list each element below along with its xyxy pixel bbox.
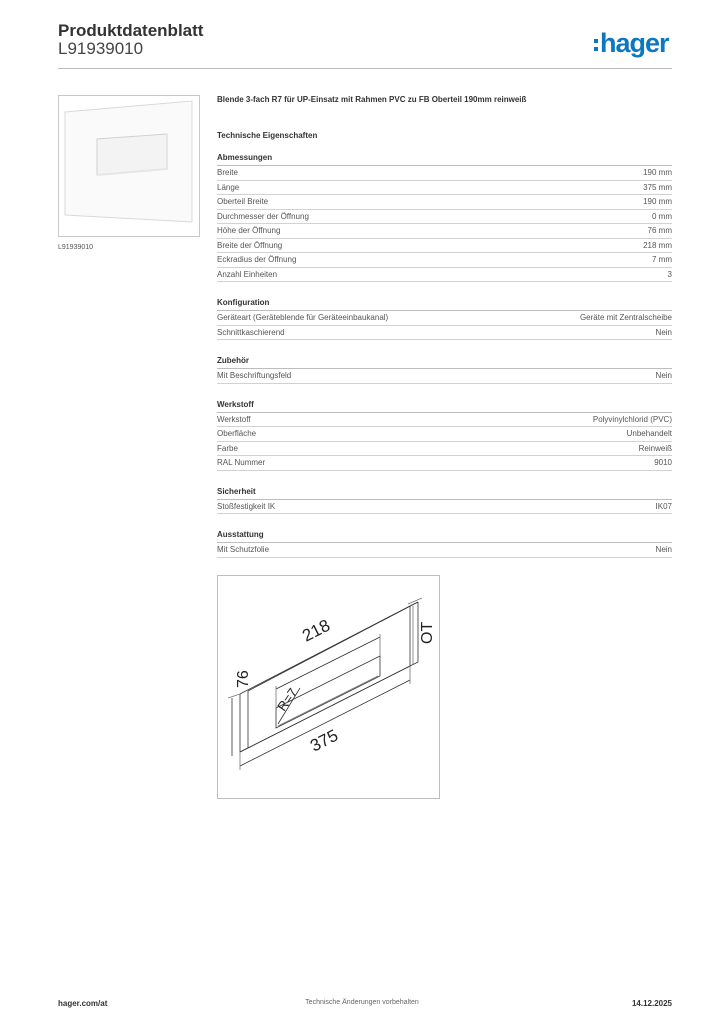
technical-drawing	[217, 575, 440, 799]
spec-row: Eckradius der Öffnung 7 mm	[217, 253, 672, 268]
spec-row: Farbe Reinweiß	[217, 442, 672, 457]
footer-disclaimer: Technische Änderungen vorbehalten	[305, 999, 419, 1006]
spec-row: Schnittkaschierend Nein	[217, 326, 672, 341]
faceplate-illustration	[59, 96, 199, 236]
document-title: Produktdatenblatt	[58, 21, 204, 40]
label-height: 76	[235, 670, 252, 688]
spec-list-abmessungen	[217, 166, 672, 282]
spec-list-werkstoff	[217, 413, 672, 471]
spec-row: Mit Schutzfolie Nein	[217, 543, 672, 558]
dimension-drawing	[218, 576, 439, 798]
spec-row: Geräteart (Geräteblende für Geräteeinbaukanal) Geräte mit Zentralscheibe	[217, 311, 672, 326]
spec-list-konfiguration	[217, 311, 672, 340]
group-heading-werkstoff: Werkstoff	[217, 400, 672, 413]
spec-list-zubehoer	[217, 369, 672, 384]
spec-row: Anzahl Einheiten 3	[217, 268, 672, 283]
spec-list-ausstattung	[217, 543, 672, 558]
spec-row: Durchmesser der Öffnung 0 mm	[217, 210, 672, 225]
product-image	[58, 95, 200, 237]
product-title: Blende 3-fach R7 für UP-Einsatz mit Rahmen PVC zu FB Oberteil 190mm reinweiß	[217, 95, 527, 104]
logo-text: hager	[600, 28, 669, 58]
label-ot: OT	[419, 621, 436, 644]
group-heading-zubehoer: Zubehör	[217, 356, 672, 369]
footer-date: 14.12.2025	[631, 999, 672, 1008]
spec-list-sicherheit	[217, 500, 672, 515]
spec-row: Stoßfestigkeit IK IK07	[217, 500, 672, 515]
spec-row: Oberfläche Unbehandelt	[217, 427, 672, 442]
spec-row: Werkstoff Polyvinylchlorid (PVC)	[217, 413, 672, 428]
group-heading-abmessungen: Abmessungen	[217, 153, 672, 166]
logo-dots	[594, 39, 598, 51]
footer-website[interactable]: hager.com/at	[58, 999, 108, 1008]
label-radius: R=7	[274, 685, 301, 714]
header-divider	[58, 68, 672, 69]
spec-row: Höhe der Öffnung 76 mm	[217, 224, 672, 239]
spec-row: Mit Beschriftungsfeld Nein	[217, 369, 672, 384]
spec-row: RAL Nummer 9010	[217, 456, 672, 471]
hager-logo[interactable]	[594, 28, 669, 58]
product-code: L91939010	[58, 39, 144, 58]
image-caption: L91939010	[58, 244, 94, 251]
technical-properties-heading: Technische Eigenschaften	[217, 131, 318, 140]
group-heading-konfiguration: Konfiguration	[217, 298, 672, 311]
group-heading-ausstattung: Ausstattung	[217, 530, 672, 543]
group-heading-sicherheit: Sicherheit	[217, 487, 672, 500]
label-width: 218	[299, 615, 334, 646]
label-length: 375	[307, 725, 342, 756]
specs-section	[217, 95, 672, 587]
spec-row: Länge 375 mm	[217, 181, 672, 196]
spec-row: Oberteil Breite 190 mm	[217, 195, 672, 210]
spec-row: Breite 190 mm	[217, 166, 672, 181]
spec-row: Breite der Öffnung 218 mm	[217, 239, 672, 254]
